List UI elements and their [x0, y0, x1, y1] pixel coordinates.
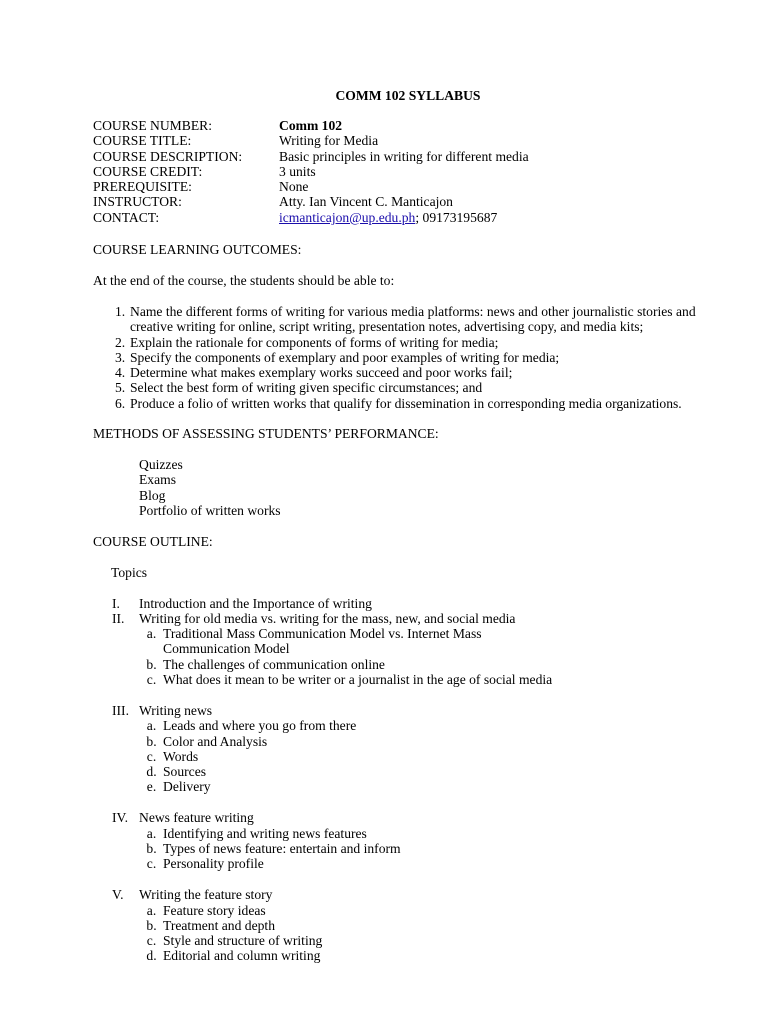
subtopic-text: Feature story ideas [163, 903, 266, 918]
subtopic-letter: d. [146, 948, 157, 963]
subtopic-row [140, 856, 264, 871]
list-item: Blog [139, 487, 166, 503]
list-item [115, 350, 735, 365]
info-label: CONTACT: [93, 209, 160, 225]
subtopic-text: Words [163, 749, 199, 764]
subtopic-letter: b. [146, 841, 157, 856]
topic-row [112, 810, 254, 825]
subtopic-letter: a. [146, 826, 157, 841]
outline-heading: COURSE OUTLINE: [93, 534, 213, 549]
topic-row [112, 887, 272, 902]
info-row [93, 149, 529, 164]
outcomes-list [115, 304, 735, 411]
info-row [93, 164, 529, 179]
course-info [93, 118, 529, 225]
list-text: Determine what makes exemplary works succeed and poor works fail; [130, 365, 513, 381]
subtopic-row [140, 933, 322, 948]
subtopic-text: Types of news feature: entertain and inform [163, 841, 401, 856]
list-text: Select the best form of writing given specific circumstances; and [130, 380, 483, 396]
info-row [93, 133, 529, 148]
subtopic-row [140, 657, 385, 672]
subtopic-letter: b. [146, 657, 157, 672]
subtopic-letter: c. [146, 749, 157, 764]
list-item: Portfolio of written works [139, 502, 281, 518]
topic-number: IV. [112, 810, 128, 825]
subtopic-text: Identifying and writing news features [163, 826, 367, 841]
email-link[interactable]: icmanticajon@up.edu.ph [279, 209, 416, 225]
assessment-list [139, 457, 281, 518]
subtopic-row [140, 918, 275, 933]
list-item [115, 304, 735, 335]
list-number: 3. [115, 349, 126, 365]
subtopic-letter: c. [146, 933, 157, 948]
info-row [93, 179, 529, 194]
subtopic-row [140, 626, 482, 641]
subtopic-row [140, 779, 211, 794]
course-number-value: Comm 102 [279, 118, 343, 133]
instructor-value: Atty. Ian Vincent C. Manticajon [279, 194, 453, 210]
course-credit-value: 3 units [279, 163, 316, 179]
info-row [93, 118, 529, 133]
subtopic-letter: a. [146, 626, 157, 641]
info-row [93, 194, 529, 209]
subtopic-letter: b. [146, 734, 157, 749]
topic-text: Writing news [139, 703, 213, 718]
list-item: Exams [139, 472, 176, 488]
info-label: COURSE CREDIT: [93, 163, 203, 179]
info-label: COURSE DESCRIPTION: [93, 148, 243, 164]
subtopic-text: Delivery [163, 779, 211, 794]
subtopic-text-continued: Communication Model [163, 641, 290, 656]
subtopic-letter: c. [146, 856, 157, 871]
subtopic-letter: c. [146, 672, 157, 687]
subtopic-row [140, 903, 266, 918]
list-item [115, 365, 735, 380]
subtopic-letter: a. [146, 903, 157, 918]
subtopic-text: Traditional Mass Communication Model vs. Internet Mass [163, 626, 482, 641]
subtopic-row [140, 718, 356, 733]
list-number: 2. [115, 334, 126, 350]
outcomes-intro: At the end of the course, the students should be able to: [93, 273, 395, 288]
page-title: COMM 102 SYLLABUS [335, 88, 481, 103]
subtopic-row [140, 749, 198, 764]
topic-text: Introduction and the Importance of writing [139, 596, 372, 611]
subtopic-text: Color and Analysis [163, 734, 268, 749]
list-item [115, 380, 735, 395]
course-description-value: Basic principles in writing for different media [279, 148, 529, 164]
subtopic-row [140, 764, 206, 779]
topic-text: Writing the feature story [139, 887, 273, 902]
list-number: 5. [115, 380, 126, 396]
subtopic-row [140, 672, 552, 687]
info-label: COURSE TITLE: [93, 133, 192, 149]
subtopic-text: What does it mean to be writer or a journalist in the age of social media [163, 672, 553, 687]
phone-number: ; 09173195687 [415, 209, 498, 225]
subtopic-text: The challenges of communication online [163, 657, 385, 672]
subtopic-text: Style and structure of writing [163, 933, 323, 948]
topics-label: Topics [111, 565, 148, 580]
topic-text: Writing for old media vs. writing for the mass, new, and social media [139, 611, 516, 626]
topic-row [112, 611, 515, 626]
subtopic-letter: d. [146, 764, 157, 779]
list-text: Specify the components of exemplary and poor examples of writing for media; [130, 349, 560, 365]
subtopic-text: Personality profile [163, 856, 264, 871]
topic-row [112, 596, 372, 611]
topic-row [112, 703, 212, 718]
subtopic-text: Sources [163, 764, 207, 779]
list-item [115, 335, 735, 350]
topic-number: II. [112, 611, 125, 626]
info-label: COURSE NUMBER: [93, 118, 212, 133]
subtopic-text: Leads and where you go from there [163, 718, 357, 733]
topic-number: I. [112, 596, 120, 611]
list-item: Quizzes [139, 457, 183, 472]
topic-number: V. [112, 887, 124, 902]
info-label: INSTRUCTOR: [93, 194, 182, 210]
subtopic-row [140, 948, 320, 963]
subtopic-text: Treatment and depth [163, 918, 276, 933]
subtopic-row [140, 734, 267, 749]
list-number: 1. [115, 304, 126, 319]
prerequisite-value: None [279, 179, 309, 195]
subtopic-letter: e. [146, 779, 157, 794]
info-row [93, 210, 529, 225]
subtopic-letter: a. [146, 718, 157, 733]
list-text: Produce a folio of written works that qualify for dissemination in corresponding media organizations. [130, 395, 682, 411]
list-number: 4. [115, 365, 126, 381]
list-item [115, 396, 735, 411]
subtopic-text: Editorial and column writing [163, 948, 321, 963]
course-title-value: Writing for Media [279, 133, 379, 149]
list-text: Explain the rationale for components of forms of writing for media; [130, 334, 499, 350]
assessment-heading: METHODS OF ASSESSING STUDENTS’ PERFORMANCE: [93, 426, 439, 441]
subtopic-letter: b. [146, 918, 157, 933]
list-number: 6. [115, 395, 126, 411]
subtopic-row [140, 826, 367, 841]
topic-text: News feature writing [139, 810, 254, 825]
list-text: Name the different forms of writing for various media platforms: news and other journalistic stories and creative writing for online, script writing, presentation notes, advertising copy, and media kits; [130, 304, 696, 335]
outcomes-heading: COURSE LEARNING OUTCOMES: [93, 242, 302, 257]
info-label: PREREQUISITE: [93, 179, 192, 195]
topic-number: III. [112, 703, 129, 718]
contact-value [279, 210, 497, 225]
subtopic-row [140, 841, 401, 856]
